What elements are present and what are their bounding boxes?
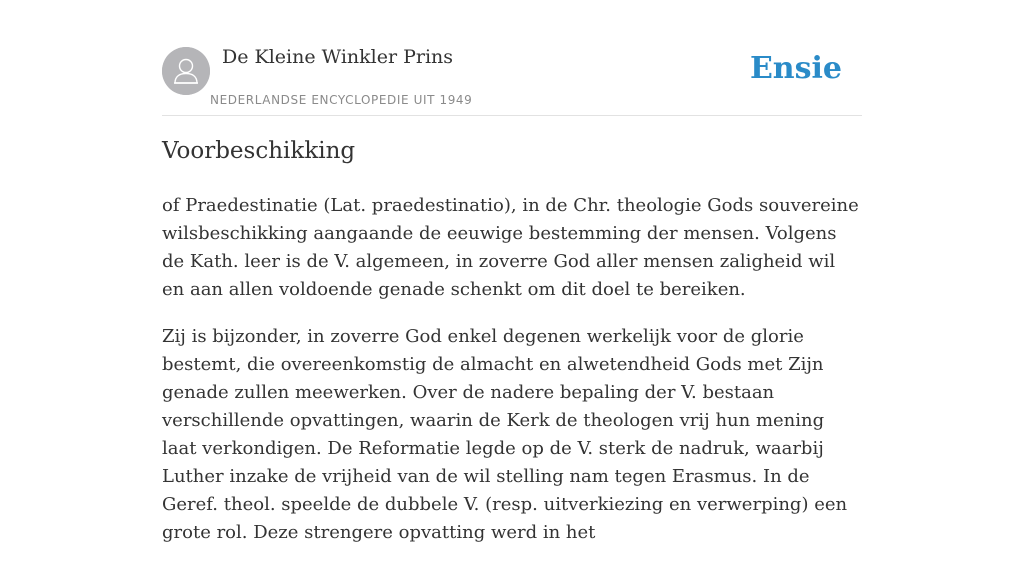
user-icon[interactable] <box>162 47 210 95</box>
article-title: Voorbeschikking <box>162 138 356 164</box>
source-title[interactable]: De Kleine Winkler Prins <box>222 46 454 68</box>
brand-logo[interactable]: Ensie <box>749 51 842 86</box>
paragraph: of Praedestinatie (Lat. praedestinatio), in de Chr. theologie Gods souvereine wilsbeschikking aangaande de eeuwige bestemming der mensen. Volgens de Kath. leer is de V. algemeen, in zoverre God aller mensen zaligheid wil en aan allen voldoende genade schenkt om dit doel te bereiken. <box>162 195 859 300</box>
source-header <box>162 46 862 116</box>
source-subtitle: NEDERLANDSE ENCYCLOPEDIE UIT 1949 <box>210 93 473 107</box>
article-body <box>162 192 862 566</box>
paragraph: Zij is bijzonder, in zoverre God enkel degenen werkelijk voor de glorie bestemt, die overeenkomstig de almacht en alwetendheid Gods met Zijn genade zullen meewerken. Over de nadere bepaling der V. bestaan verschillende opvattingen, waarin de Kerk de theologen vrij hun mening laat verkondigen. De Reformatie legde op de V. sterk de nadruk, waarbij Luther inzake de vrijheid van de wil stelling nam tegen Erasmus. In de Geref. theol. speelde de dubbele V. (resp. uitverkiezing en verwerping) een grote rol. Deze strengere opvatting werd in het <box>162 326 848 543</box>
